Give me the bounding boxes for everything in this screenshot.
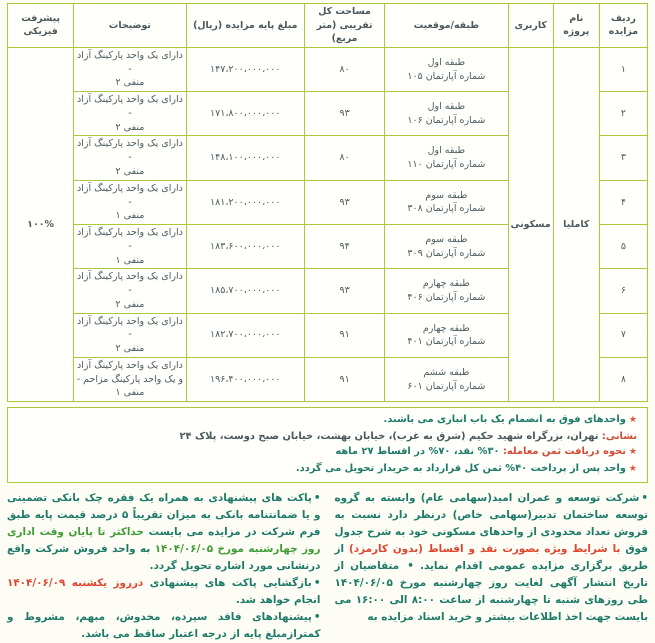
address-label: نشانی: (601, 430, 637, 442)
price-cell: ۱۸۵،۷۰۰،۰۰۰،۰۰۰ (186, 269, 304, 313)
price-cell: ۱۴۸،۱۰۰،۰۰۰،۰۰۰ (186, 136, 304, 180)
area-cell: ۹۱ (304, 357, 384, 401)
notes-cell: دارای یک واحد پارکینگ آزاد - منفی ۲ (74, 313, 186, 357)
star-icon: ★ (628, 447, 637, 458)
row-number: ۲ (599, 92, 647, 136)
bottom-left-column: •پاکت های پیشنهادی به همراه یک فقره چک بانکی تضمینی و یا ضمانتنامه بانکی به میزان تقریباً ۵ درصد قیمت پایه طبق فرم شرکت در مزایده می بایست حداکثر تا پایان وقت اداری روز چهارشنبه مورخ ۱۴۰۴/۰۶/۰۵ به واحد فروش شرکت واقع درنشانی مورد اشاره تحویل گردد. •بازگشایی پاکت های پیشنهادی درروز یکشنبه ۱۴۰۴/۰۶/۰۹ انجام خواهد شد. •پیشنهادهای فاقد سپرده، مخدوش، مبهم، مشروط و کمترازمبلغ پایه از درجه اعتبار ساقط می باشد. (7, 492, 321, 641)
notes-cell: دارای یک واحد پارکینگ آزاد - منفی ۲ (74, 92, 186, 136)
area-cell: ۹۴ (304, 225, 384, 269)
notes-cell: دارای یک واحد پارکینگ آزاد - منفی ۱ (74, 180, 186, 224)
progress-cell: ۱۰۰% (8, 47, 74, 401)
star-icon: ★ (628, 463, 637, 474)
note-line-address: نشانی: تهران، بزرگراه شهید حکیم (شرق به غرب)، خیابان بهشت، خیابان صبح دوست، پلاک ۲۴ (179, 430, 637, 442)
notes-cell: دارای یک واحد پارکینگ آزاد - منفی ۲ (74, 136, 186, 180)
header-progress: پیشرفت فیزیکی (8, 4, 74, 48)
bottom-right-column: •شرکت توسعه و عمران امید(سهامی عام) وابسته به گروه توسعه ساختمان تدبیر(سهامی خاص) درنظر دارد نسبت به فروش تعداد محدودی از واحدهای مسکونی خود به شرح جدول فوق با شرایط ویژه بصورت نقد و اقساط (بدون کارمزد) از طریق برگزاری مزایده عمومی اقدام نماید. • متقاضیان از تاریخ انتشار آگهی لغایت روز چهارشنبه مورخ ۱۴۰۴/۰۶/۰۵ طی روزهای شنبه تا چهارشنبه از ساعت ۸:۰۰ الی ۱۶:۰۰ می بایست جهت اخذ اطلاعات بیشتر و خرید اسناد مزایده به (334, 492, 648, 624)
bottom-text-section (7, 490, 648, 643)
auction-table (7, 3, 648, 402)
location-cell: طبقه چهارم شماره آپارتمان ۴۰۶ (385, 269, 508, 313)
payment-label: نحوه دریافت ثمن معامله: (502, 446, 626, 458)
area-cell: ۸۰ (304, 136, 384, 180)
notes-cell: دارای یک واحد پارکینگ آزاد - منفی ۲ (74, 269, 186, 313)
bullet-icon: • (407, 560, 414, 573)
area-cell: ۹۳ (304, 92, 384, 136)
header-base-price: مبلغ پایه مزایده (ریال) (186, 4, 304, 48)
location-cell: طبقه اول شماره آپارتمان ۱۰۵ (385, 47, 508, 91)
bullet-icon: • (641, 492, 648, 505)
location-cell: طبقه چهارم شماره آپارتمان ۴۰۱ (385, 313, 508, 357)
location-cell: طبقه اول شماره آپارتمان ۱۱۰ (385, 136, 508, 180)
notes-cell: دارای یک واحد پارکینگ آزاد - منفی ۱ (74, 225, 186, 269)
header-location: طبقه/موقعیت (385, 4, 508, 48)
notes-cell: دارای یک واحد پارکینگ آزاد و یک واحد پارکینگ مزاحم - منفی ۱ (74, 357, 186, 401)
note-line-delivery: ★واحد پس از پرداخت ۴۰% ثمن کل قرارداد به خریدار تحویل می گردد. (295, 462, 637, 474)
area-cell: ۹۱ (304, 313, 384, 357)
location-cell: طبقه ششم شماره آپارتمان ۶۰۱ (385, 357, 508, 401)
price-cell: ۱۸۳،۶۰۰،۰۰۰،۰۰۰ (186, 225, 304, 269)
bullet-icon: • (313, 577, 321, 590)
price-cell: ۱۸۲،۷۰۰،۰۰۰،۰۰۰ (186, 313, 304, 357)
usage-cell: مسکونی (508, 47, 553, 401)
location-cell: طبقه سوم شماره آپارتمان ۳۰۸ (385, 180, 508, 224)
header-project-name: نام پروژه (553, 4, 599, 48)
price-cell: ۱۷۱،۸۰۰،۰۰۰،۰۰۰ (186, 92, 304, 136)
row-number: ۷ (599, 313, 647, 357)
row-number: ۵ (599, 225, 647, 269)
note-line-storage: ★واحدهای فوق به انضمام یک باب انباری می باشند. (383, 414, 637, 426)
location-cell: طبقه سوم شماره آپارتمان ۳۰۹ (385, 225, 508, 269)
header-area: مساحت کل تقریبی (متر مربع) (304, 4, 384, 48)
notes-box (7, 407, 648, 483)
area-cell: ۹۳ (304, 269, 384, 313)
row-number: ۴ (599, 180, 647, 224)
note-line-payment: ★نحوه دریافت ثمن معامله: ۳۰% نقد، ۷۰% در اقساط ۲۷ ماهه (335, 446, 637, 458)
area-cell: ۹۳ (304, 180, 384, 224)
star-icon: ★ (628, 415, 637, 426)
row-number: ۶ (599, 269, 647, 313)
price-cell: ۱۴۷،۲۰۰،۰۰۰،۰۰۰ (186, 47, 304, 91)
price-cell: ۱۸۱،۲۰۰،۰۰۰،۰۰۰ (186, 180, 304, 224)
row-number: ۳ (599, 136, 647, 180)
header-notes: توضیحات (74, 4, 186, 48)
project-name-cell: کاملیا (553, 47, 599, 401)
header-usage: کاربری (508, 4, 553, 48)
bullet-icon: • (313, 611, 321, 624)
header-row-number: ردیف مزایده (599, 4, 647, 48)
table-header-row (8, 4, 648, 48)
location-cell: طبقه اول شماره آپارتمان ۱۰۶ (385, 92, 508, 136)
price-cell: ۱۹۶،۴۰۰،۰۰۰،۰۰۰ (186, 357, 304, 401)
row-number: ۸ (599, 357, 647, 401)
bullet-icon: • (313, 492, 321, 505)
notes-cell: دارای یک واحد پارکینگ آزاد - منفی ۲ (74, 47, 186, 91)
area-cell: ۸۰ (304, 47, 384, 91)
table-row (8, 47, 648, 91)
row-number: ۱ (599, 47, 647, 91)
